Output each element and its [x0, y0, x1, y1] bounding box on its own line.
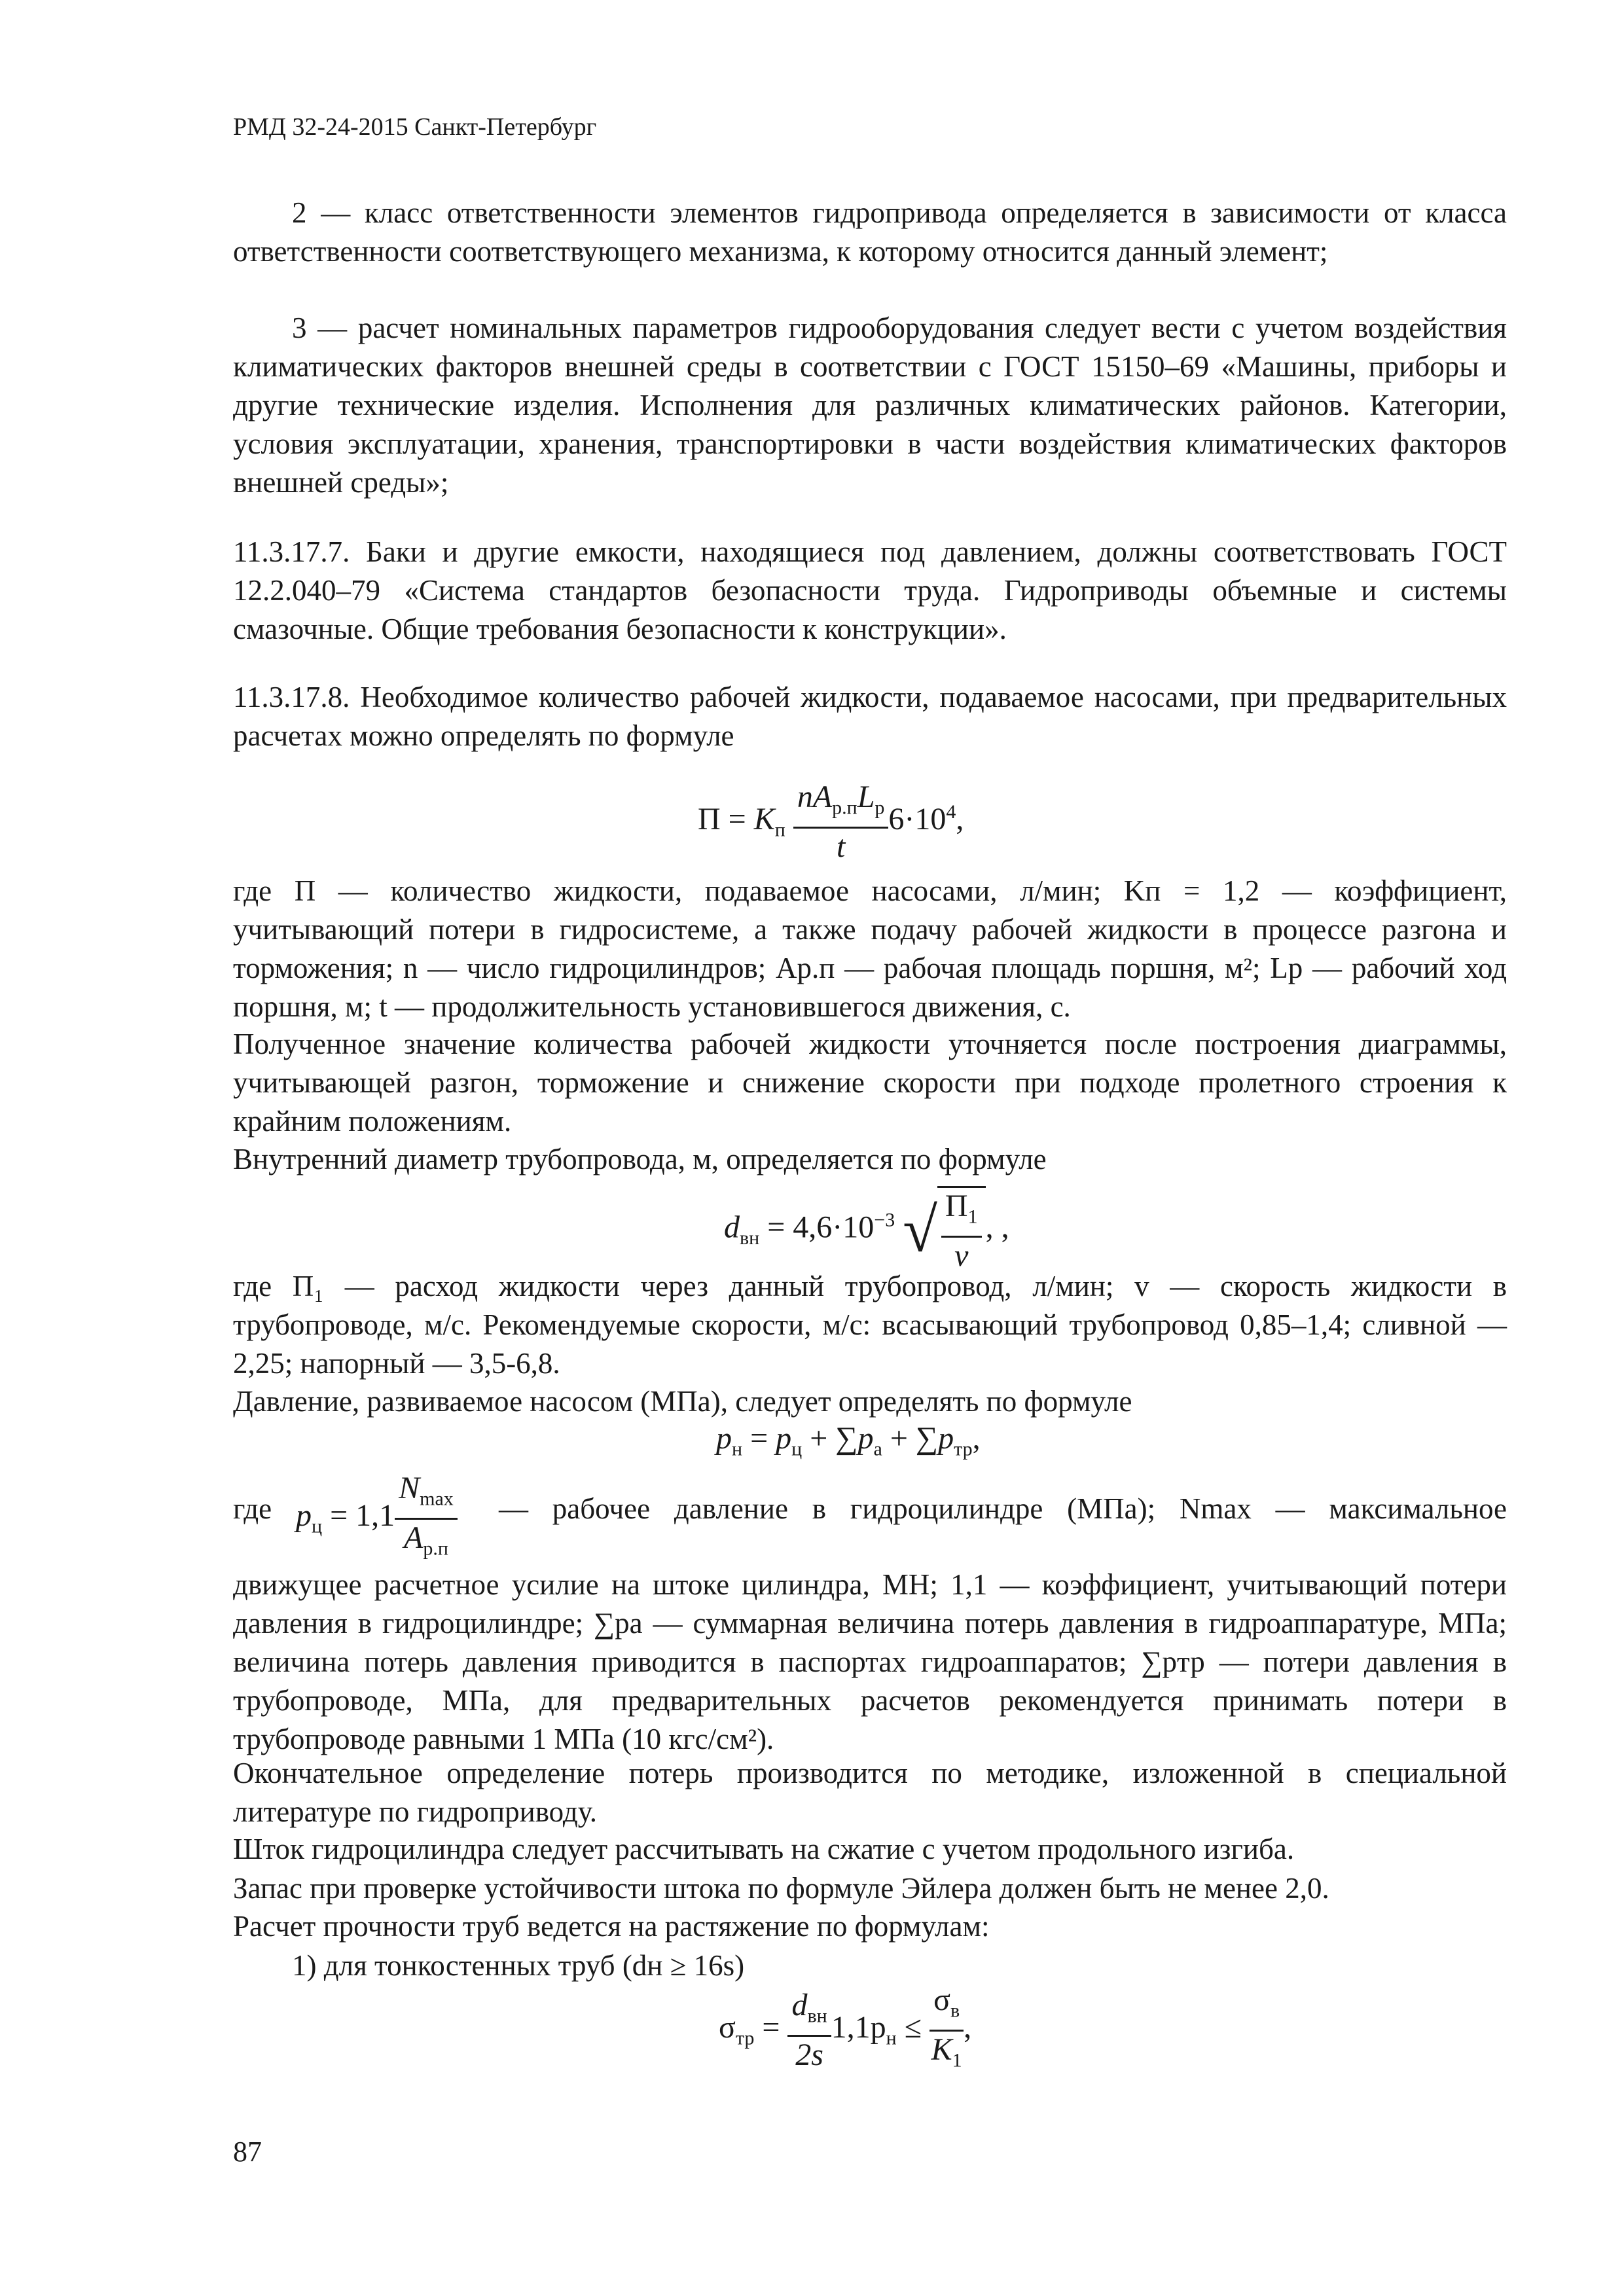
paragraph-euler-margin: Запас при проверке устойчивости штока по формуле Эйлера должен быть не менее 2,0.: [233, 1872, 1329, 1905]
paragraph-pump-pressure: Давление, развиваемое насосом (МПа), следует определять по формуле: [233, 1385, 1132, 1418]
paragraph-pipe-strength: Расчет прочности труб ведется на растяжение по формулам:: [233, 1910, 990, 1943]
running-header: РМД 32-24-2015 Санкт-Петербург: [233, 113, 597, 141]
paragraph-cylinder-pressure: где $p_ц = 1,1$ $\frac{N_{max}}{A_{р.п}}$ — рабочее давление в гидроцилиндре (МПа); Nmax — максимальное: [233, 1470, 1507, 1555]
paragraph-formula1-legend: где П — количество жидкости, подаваемое насосами, л/мин; Kп = 1,2 — коэффициент, учитывающий потери в гидросистеме, а также подачу рабочей жидкости в процессе разгона и торможения; n — число гидроцилиндров; Aр.п — рабочая площадь поршня, м²; Lр — рабочий ход поршня, м; t — продолжительность установившегося движения, с.: [233, 874, 1507, 1023]
formula-pump-pressure: $p_н = p_ц + \sum p_а + \sum p_{тр}$,: [716, 1421, 981, 1460]
paragraph-diagram: Полученное значение количества рабочей жидкости уточняется после построения диаграммы, учитывающей разгон, торможение и снижение скорости при подходе пролетного строения к крайним положениям.: [233, 1028, 1507, 1138]
paragraph-11-3-17-7: 11.3.17.7. Баки и другие емкости, находящиеся под давлением, должны соответствовать ГОСТ 12.2.040–79 «Система стандартов безопасности труда. Гидроприводы объемные и системы смазочные. Общие требования безопасности к конструкции».: [233, 535, 1507, 645]
paragraph-formula2-legend: где П₁ — расход жидкости через данный трубопровод, л/мин; v — скорость жидкости в трубопроводе, м/с. Рекомендуемые скорости, м/с: всасывающий трубопровод 0,85–1,4; сливной — 2,25; напорный — 3,5-6,8.: [233, 1270, 1507, 1380]
formula-pipe-stress: $\sigma_{тр}$ = $\frac{d_{вн}}{2s}$ $1,1p_н$ ≤ $\frac{\sigma_в}{K_1}$ ,: [719, 1982, 972, 2072]
paragraph-11-3-17-8: 11.3.17.8. Необходимое количество рабочей жидкости, подаваемое насосами, при предварительных расчетах можно определять по формуле: [233, 681, 1507, 752]
paragraph-formula4-legend: движущее расчетное усилие на штоке цилиндра, МН; 1,1 — коэффициент, учитывающий потери давления в гидроцилиндре; ∑pa — суммарная величина потерь давления в гидроаппаратуре, МПа; величина потерь давления приводится в паспортах гидроаппаратов; ∑pтр — потери давления в трубопроводе, МПа, для предварительных расчетов рекомендуется принимать потери в трубопроводе равными 1 МПа (10 кгс/см²).: [233, 1568, 1507, 1755]
formula-cylinder-pressure: $p_ц = 1,1$ $\frac{N_{max}}{A_{р.п}}$: [296, 1470, 458, 1567]
paragraph-note-2: 2 — класс ответственности элементов гидропривода определяется в зависимости от класса ответственности соответствующего механизма, к которому относится данный элемент;: [233, 196, 1507, 268]
paragraph-rod-compression: Шток гидроцилиндра следует рассчитывать на сжатие с учетом продольного изгиба.: [233, 1833, 1295, 1865]
paragraph-pipe-diameter: Внутренний диаметр трубопровода, м, определяется по формуле: [233, 1143, 1047, 1175]
formula-pipe-diameter: $d_{вн} = 4,6\cdot 10^{-3}$ √ $\frac{П_1}{v}$ , ,: [724, 1186, 1009, 1274]
paragraph-thin-wall: 1) для тонкостенных труб (dн ≥ 16s): [292, 1949, 745, 1982]
paragraph-note-3: 3 — расчет номинальных параметров гидрооборудования следует вести с учетом воздействия климатических факторов внешней среды в соответствии с ГОСТ 15150–69 «Машины, приборы и другие технические изделия. Исполнения для различных климатических районов. Категории, условия эксплуатации, хранения, транспортировки в части воздействия климатических факторов внешней среды»;: [233, 312, 1507, 499]
page-number: 87: [233, 2136, 262, 2168]
paragraph-loss-method: Окончательное определение потерь производится по методике, изложенной в специальной литературе по гидроприводу.: [233, 1757, 1507, 1828]
formula-pump-flow: $П = K_п$ $\frac{nA_{р.п}L_р}{t}$ $6\cdot 10^4$,: [698, 780, 964, 864]
square-root: √ $\frac{П_1}{v}$: [903, 1186, 985, 1274]
fraction: $\frac{nA_{р.п}L_р}{t}$: [793, 779, 889, 865]
